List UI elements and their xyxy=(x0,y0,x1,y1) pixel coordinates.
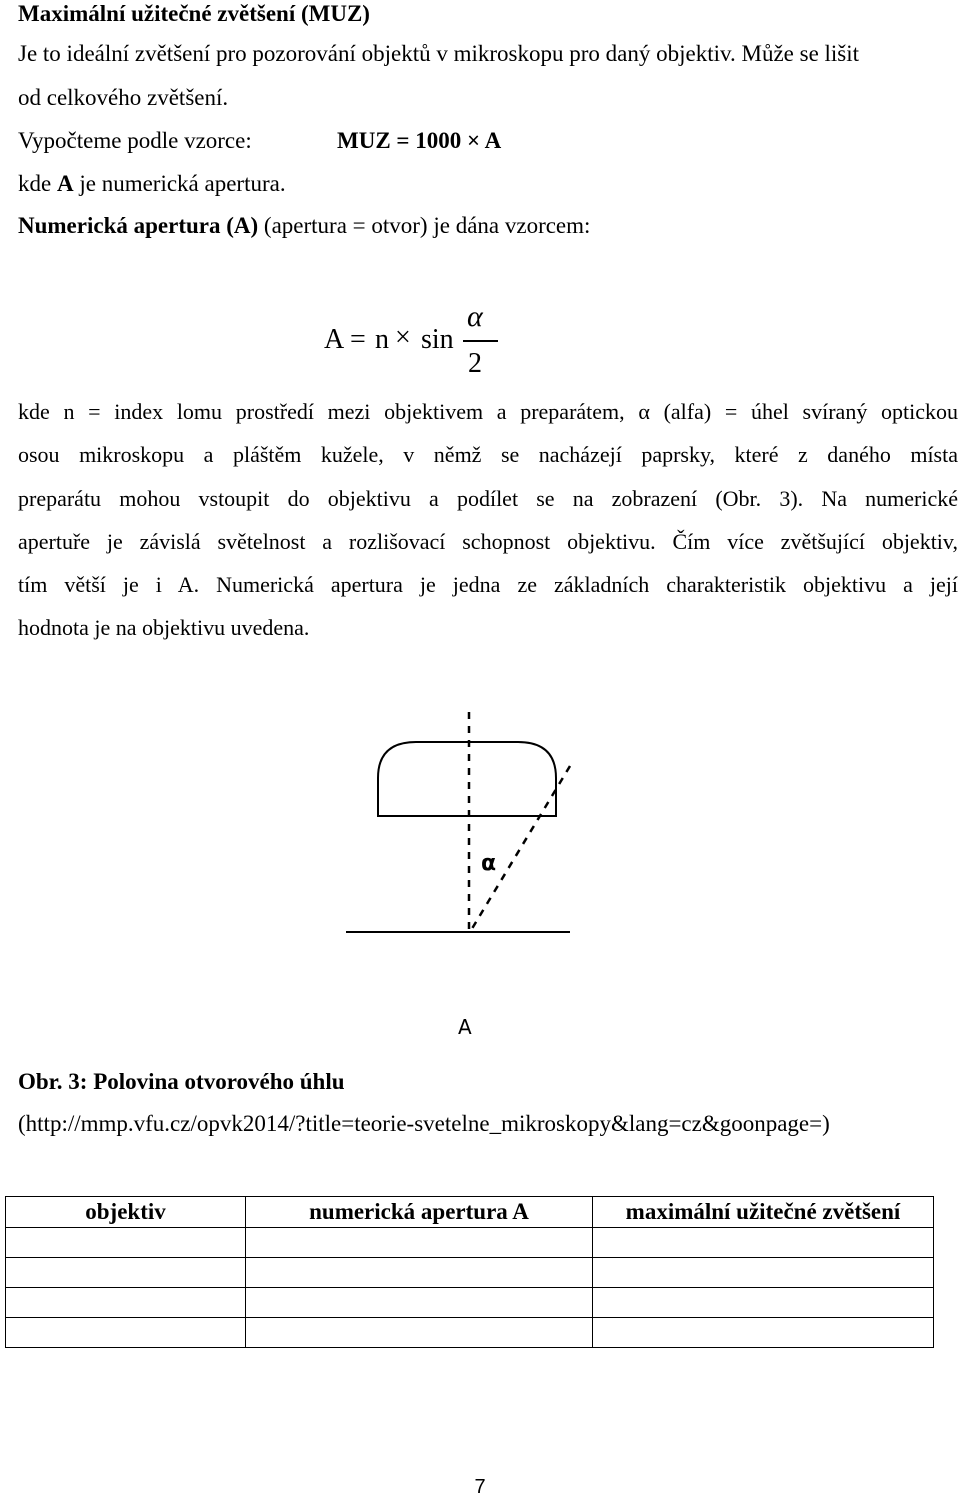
a-label: A xyxy=(458,1015,472,1039)
table-header-row xyxy=(6,1197,934,1228)
table-header-cell: objektiv xyxy=(6,1197,246,1228)
na-definition-line xyxy=(18,212,590,240)
aperture-formula xyxy=(320,300,520,390)
table-cell xyxy=(6,1318,246,1348)
alpha-label: α xyxy=(481,851,497,876)
na-bold: Numerická apertura (A) xyxy=(18,213,259,238)
aperture-table xyxy=(5,1196,934,1348)
table-cell xyxy=(593,1318,934,1348)
table-cell xyxy=(246,1288,593,1318)
table-header-cell: numerická apertura A xyxy=(246,1197,593,1228)
table-row xyxy=(6,1318,934,1348)
na-rest: (apertura = otvor) je dána vzorcem: xyxy=(258,213,591,238)
formula-eq: = xyxy=(350,324,366,355)
table-cell xyxy=(246,1318,593,1348)
figure-caption-title: Obr. 3: Polovina otvorového úhlu xyxy=(18,1069,345,1094)
paragraph-line-3: preparátu mohou vstoupit do objektivu a podílet se na zobrazení (Obr. 3). Na numerické xyxy=(18,486,958,511)
table-row xyxy=(6,1288,934,1318)
where-prefix: kde xyxy=(18,171,57,196)
intro-line-2: od celkového zvětšení. xyxy=(18,85,229,110)
objective-lens-shape xyxy=(378,742,556,816)
paragraph-line-1: kde n = index lomu prostředí mezi objektivem a preparátem, α (alfa) = úhel svíraný optickou xyxy=(18,399,958,424)
table-cell xyxy=(246,1258,593,1288)
formula-lhs: A xyxy=(324,324,345,355)
table-header-cell: maximální užitečné zvětšení xyxy=(593,1197,934,1228)
section-heading: Maximální užitečné zvětšení (MUZ) xyxy=(18,1,370,26)
where-suffix: je numerická apertura. xyxy=(73,171,286,196)
table-cell xyxy=(593,1288,934,1318)
muz-formula: MUZ = 1000 × A xyxy=(337,128,502,153)
table-cell xyxy=(6,1288,246,1318)
where-line xyxy=(18,170,286,198)
paragraph-line-6: hodnota je na objektivu uvedena. xyxy=(18,615,310,640)
table-cell xyxy=(593,1228,934,1258)
paragraph-line-4: apertuře je závislá světelnost a rozlišovací schopnost objektivu. Čím více zvětšující objektiv, xyxy=(18,529,958,554)
where-var: A xyxy=(56,171,74,196)
formula-sin: sin xyxy=(421,324,454,355)
fraction-bar xyxy=(463,340,498,342)
formula-times: × xyxy=(395,322,411,353)
aperture-diagram xyxy=(330,700,590,1040)
table-cell xyxy=(6,1258,246,1288)
formula-n: n xyxy=(375,324,389,355)
marginal-ray xyxy=(470,766,570,932)
formula-denominator: 2 xyxy=(468,348,482,379)
formula-numerator: α xyxy=(467,300,483,333)
table-row xyxy=(6,1228,934,1258)
table-cell xyxy=(246,1228,593,1258)
table-row xyxy=(6,1258,934,1288)
intro-line-1: Je to ideální zvětšení pro pozorování objektů v mikroskopu pro daný objektiv. Může se lišit xyxy=(18,41,860,66)
calc-label: Vypočteme podle vzorce: xyxy=(18,128,252,153)
table-cell xyxy=(593,1258,934,1288)
figure-caption-source: (http://mmp.vfu.cz/opvk2014/?title=teorie-svetelne_mikroskopy&lang=cz&goonpage=) xyxy=(18,1111,830,1136)
paragraph-line-5: tím větší je i A. Numerická apertura je jedna ze základních charakteristik objektivu a její xyxy=(18,572,958,597)
paragraph-line-2: osou mikroskopu a pláštěm kužele, v němž se nacházejí paprsky, které z daného místa xyxy=(18,442,958,467)
page-number: 7 xyxy=(474,1476,486,1498)
table-cell xyxy=(6,1228,246,1258)
